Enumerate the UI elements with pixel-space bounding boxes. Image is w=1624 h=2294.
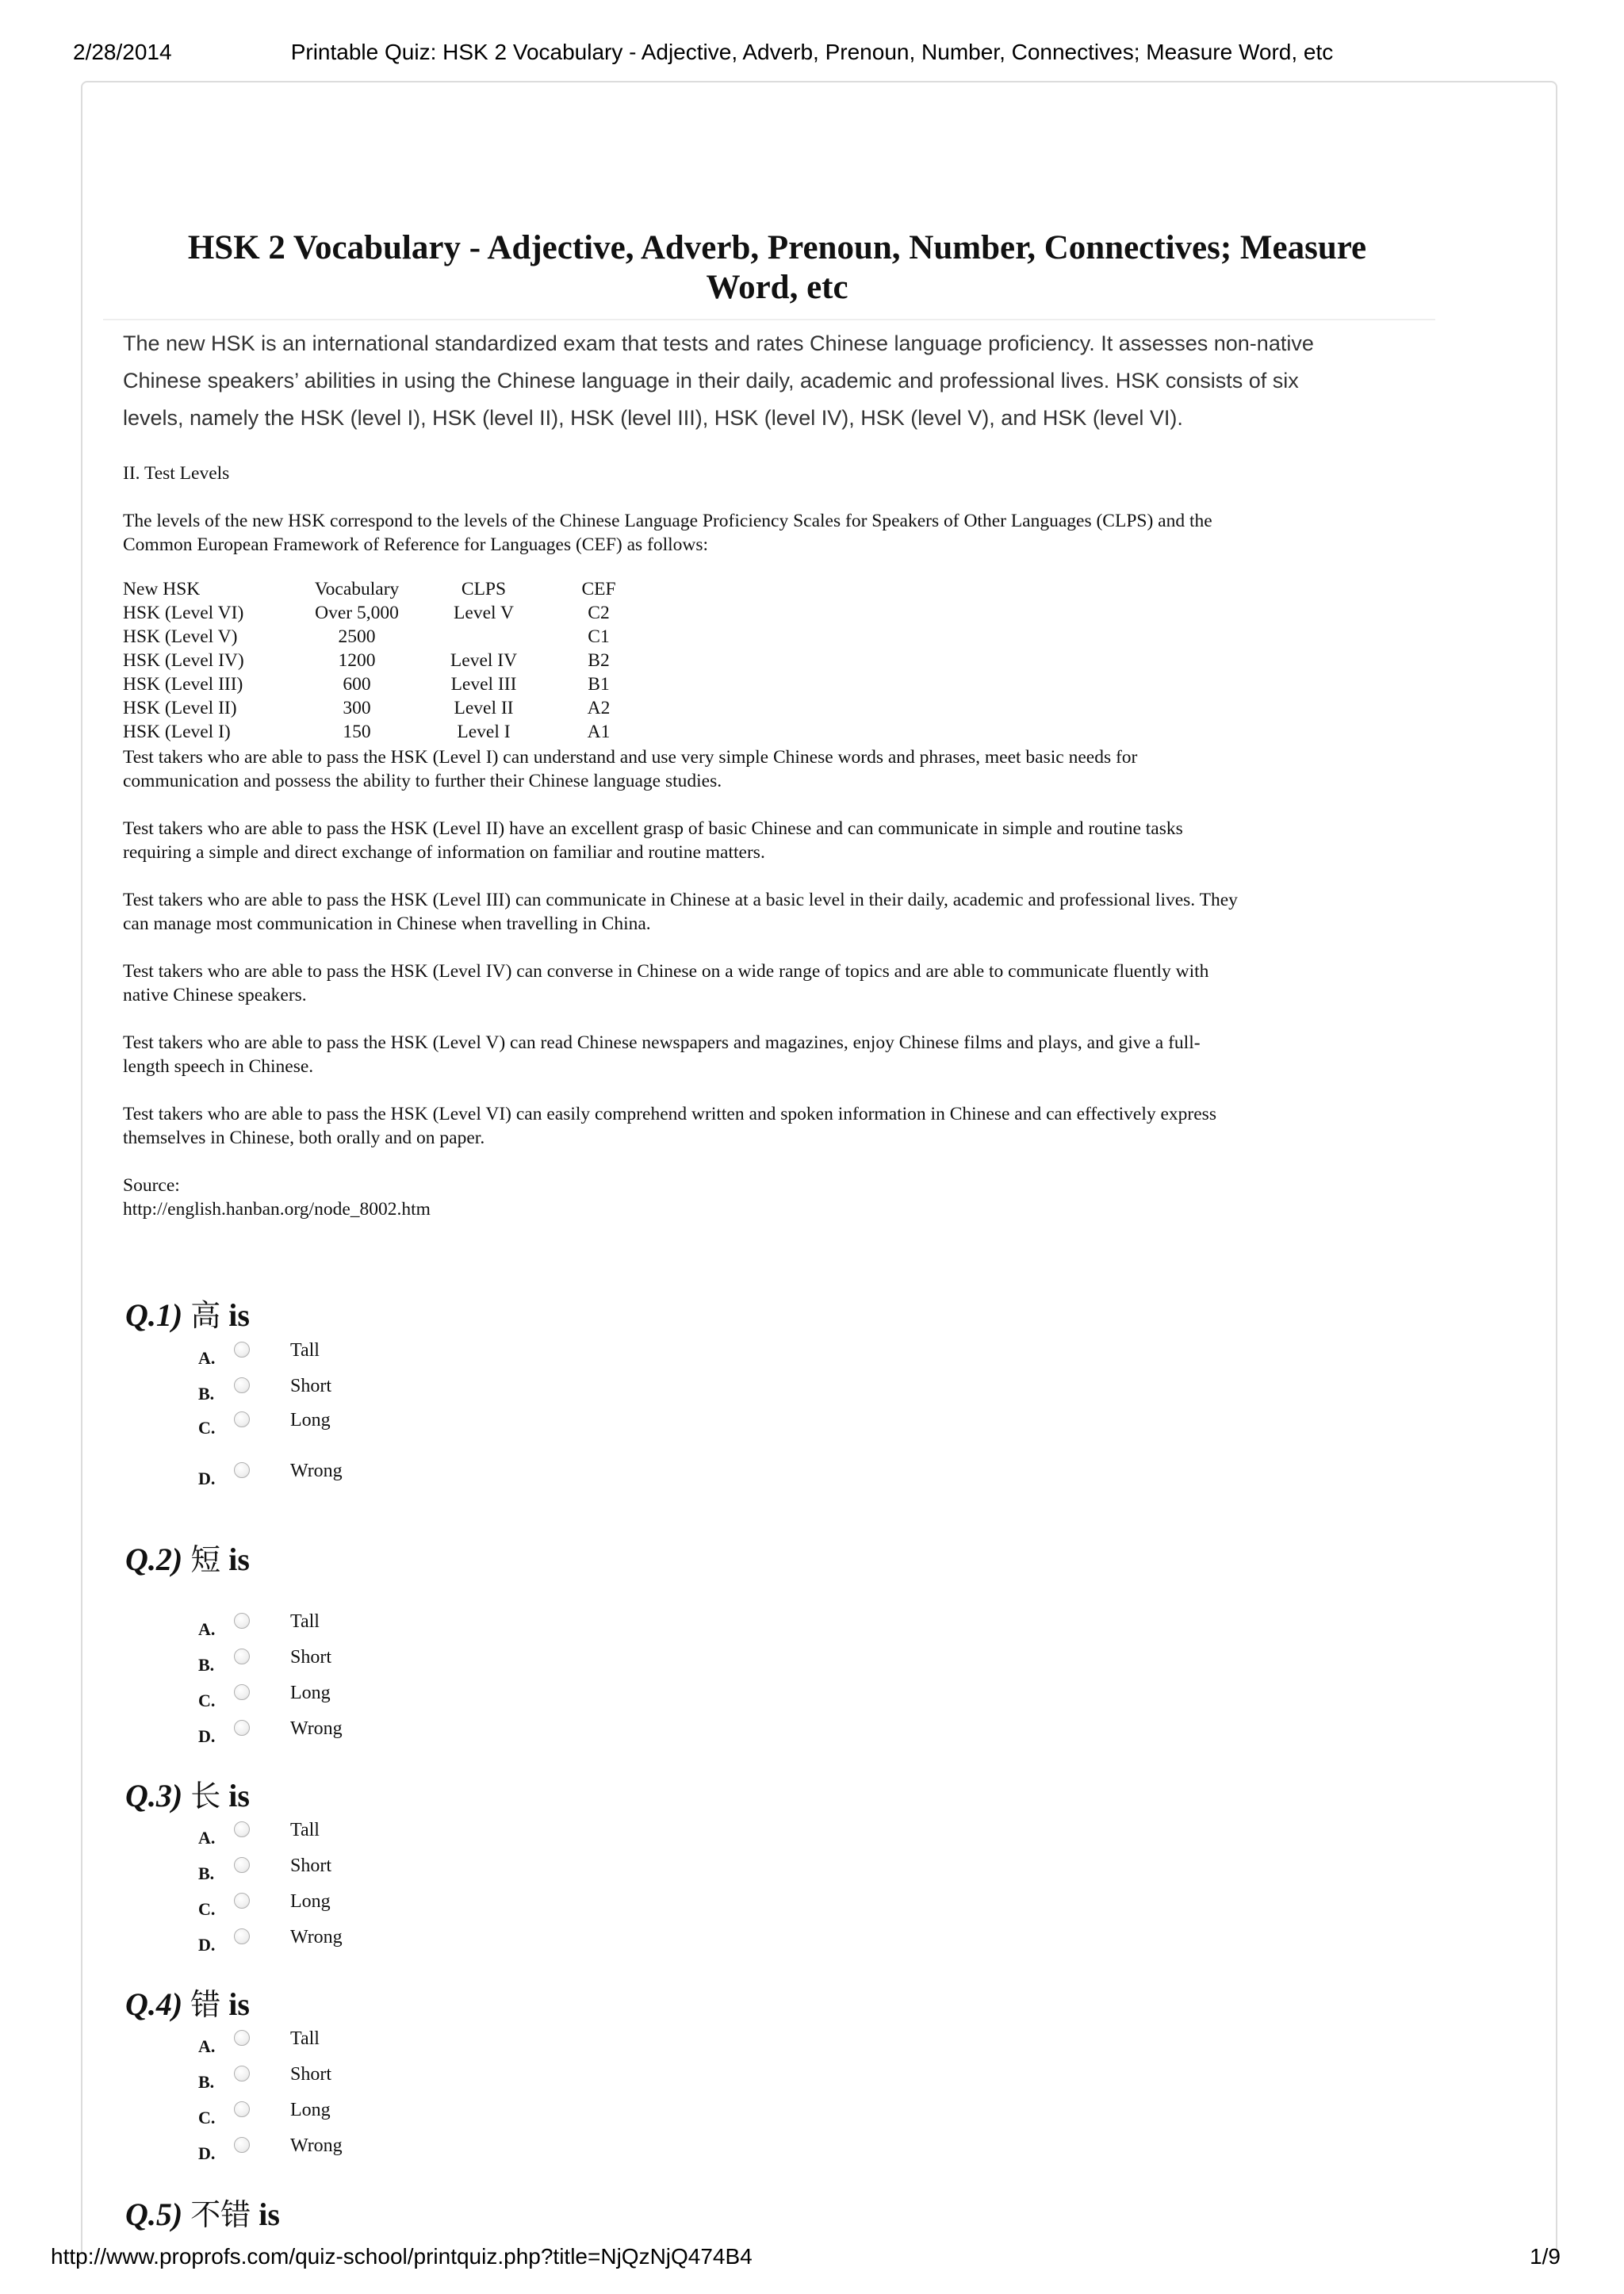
option-label: Short xyxy=(290,1376,332,1396)
table-cell: A2 xyxy=(587,698,611,718)
level-description-line: Test takers who are able to pass the HSK (Level V) can read Chinese newspapers and magazines, enjoy Chinese films and plays, and give a full- xyxy=(123,1032,1201,1053)
option-letter: C. xyxy=(198,2108,216,2127)
option-label: Wrong xyxy=(290,1718,343,1739)
option-label: Short xyxy=(290,2064,332,2085)
option-letter: C. xyxy=(198,1418,216,1438)
level-description-line: Test takers who are able to pass the HSK (Level III) can communicate in Chinese at a basic level in their daily, academic and professional lives. They xyxy=(123,890,1238,910)
question-number: Q.3) xyxy=(125,1778,183,1813)
intro-line: The new HSK is an international standardized exam that tests and rates Chinese language proficiency. It assesses non-native xyxy=(123,331,1314,355)
table-cell: B2 xyxy=(588,650,610,671)
quiz-title-line-2: Word, etc xyxy=(706,269,848,306)
option-label: Tall xyxy=(290,1340,320,1361)
question-suffix: is xyxy=(259,2196,280,2232)
question-2-title xyxy=(125,1535,250,1579)
level-description xyxy=(123,1102,1431,1150)
radio-button[interactable] xyxy=(234,1857,250,1873)
option-label: Tall xyxy=(290,1820,320,1840)
print-url: http://www.proprofs.com/quiz-school/printquiz.php?title=NjQzNjQ474B4 xyxy=(51,2244,753,2269)
question-word: 短 xyxy=(190,1542,221,1577)
level-description xyxy=(123,1031,1431,1078)
print-date: 2/28/2014 xyxy=(73,40,172,64)
intro-line: levels, namely the HSK (level I), HSK (level II), HSK (level III), HSK (level IV), HSK (level V), and HSK (level VI). xyxy=(123,406,1183,430)
source-block xyxy=(123,1174,1431,1221)
table-cell: C1 xyxy=(588,626,610,647)
table-cell: C2 xyxy=(588,603,610,623)
levels-intro-line: The levels of the new HSK correspond to the levels of the Chinese Language Proficiency Scales for Speakers of Other Languages (CLPS) and the xyxy=(123,511,1212,531)
level-description-line: Test takers who are able to pass the HSK (Level II) have an excellent grasp of basic Chinese and can communicate in simple and routine tasks xyxy=(123,818,1183,839)
table-cell: 1200 xyxy=(338,650,376,671)
table-cell: 2500 xyxy=(338,626,376,647)
levels-intro xyxy=(123,509,1431,557)
question-suffix: is xyxy=(228,1541,250,1577)
table-cell: HSK (Level III) xyxy=(123,674,243,695)
radio-button[interactable] xyxy=(234,1411,250,1427)
radio-button[interactable] xyxy=(234,1377,250,1393)
table-cell: 150 xyxy=(343,722,371,742)
intro-line: Chinese speakers’ abilities in using the Chinese language in their daily, academic and professional lives. HSK consists of six xyxy=(123,369,1299,393)
level-description-line: Test takers who are able to pass the HSK (Level VI) can easily comprehend written and spoken information in Chinese and can effectively express xyxy=(123,1104,1216,1124)
question-number: Q.5) xyxy=(125,2196,183,2232)
radio-button[interactable] xyxy=(234,1462,250,1478)
question-number: Q.2) xyxy=(125,1541,183,1577)
option-label: Wrong xyxy=(290,1461,343,1481)
table-cell: 300 xyxy=(343,698,371,718)
question-suffix: is xyxy=(228,1297,250,1333)
levels-intro-line: Common European Framework of Reference for Languages (CEF) as follows: xyxy=(123,534,709,555)
table-cell: Level IV xyxy=(450,650,518,671)
option-label: Long xyxy=(290,1410,331,1430)
question-number: Q.1) xyxy=(125,1297,183,1333)
radio-button[interactable] xyxy=(234,2137,250,2153)
quiz-description xyxy=(123,325,1423,437)
table-cell: Level III xyxy=(450,674,517,695)
table-cell: 600 xyxy=(343,674,371,695)
option-label: Short xyxy=(290,1855,332,1876)
option-label: Tall xyxy=(290,1611,320,1632)
question-word: 高 xyxy=(190,1298,221,1333)
question-suffix: is xyxy=(228,1986,250,2022)
table-cell: A1 xyxy=(587,722,611,742)
question-number: Q.4) xyxy=(125,1986,183,2022)
level-description-line: Test takers who are able to pass the HSK (Level IV) can converse in Chinese on a wide range of topics and are able to communicate fluently with xyxy=(123,961,1209,982)
option-label: Long xyxy=(290,1891,331,1912)
question-suffix: is xyxy=(228,1778,250,1813)
level-description-line: Test takers who are able to pass the HSK (Level I) can understand and use very simple Chinese words and phrases, meet basic needs for xyxy=(123,747,1138,768)
level-description-line: requiring a simple and direct exchange of information on familiar and routine matters. xyxy=(123,842,765,863)
option-letter: D. xyxy=(198,1469,216,1488)
level-description xyxy=(123,745,1431,793)
quiz-title xyxy=(103,228,1451,308)
table-cell: B1 xyxy=(588,674,610,695)
level-description-line: communication and possess the ability to further their Chinese language studies. xyxy=(123,771,722,791)
option-label: Long xyxy=(290,2100,331,2120)
option-letter: A. xyxy=(198,1348,216,1368)
radio-button[interactable] xyxy=(234,1684,250,1700)
source-link[interactable]: http://english.hanban.org/node_8002.htm xyxy=(123,1199,431,1220)
question-word: 长 xyxy=(190,1779,221,1813)
question-3-title xyxy=(125,1771,250,1815)
page-number: 1/9 xyxy=(1530,2244,1561,2269)
table-cell: Level I xyxy=(457,722,511,742)
table-cell: HSK (Level IV) xyxy=(123,650,244,671)
option-letter: D. xyxy=(198,2143,216,2163)
radio-button[interactable] xyxy=(234,1928,250,1944)
level-description-line: length speech in Chinese. xyxy=(123,1056,314,1077)
radio-button[interactable] xyxy=(234,1720,250,1736)
radio-button[interactable] xyxy=(234,1893,250,1909)
radio-button[interactable] xyxy=(234,1613,250,1629)
level-description-line: can manage most communication in Chinese when travelling in China. xyxy=(123,913,651,934)
option-letter: B. xyxy=(198,1655,215,1675)
question-word: 不错 xyxy=(190,2197,251,2232)
question-4-title xyxy=(125,1980,250,2024)
option-letter: A. xyxy=(198,1619,216,1639)
title-divider xyxy=(103,319,1435,320)
option-label: Tall xyxy=(290,2028,320,2049)
header-cell: Vocabulary xyxy=(314,579,400,599)
table-cell: HSK (Level I) xyxy=(123,722,231,742)
option-letter: A. xyxy=(198,2036,216,2056)
header-cell: New HSK xyxy=(123,579,201,599)
option-label: Short xyxy=(290,1647,332,1668)
level-description-line: native Chinese speakers. xyxy=(123,985,307,1005)
option-letter: C. xyxy=(198,1691,216,1710)
question-1-title xyxy=(125,1291,250,1335)
level-description xyxy=(123,888,1431,936)
section-heading: II. Test Levels xyxy=(123,463,230,484)
quiz-title-line-1: HSK 2 Vocabulary - Adjective, Adverb, Prenoun, Number, Connectives; Measure xyxy=(187,229,1367,266)
header-cell: CLPS xyxy=(461,579,507,599)
level-description-line: themselves in Chinese, both orally and on paper. xyxy=(123,1128,485,1148)
radio-button[interactable] xyxy=(234,2066,250,2081)
header-cell: CEF xyxy=(581,579,616,599)
radio-button[interactable] xyxy=(234,2030,250,2046)
option-letter: B. xyxy=(198,1863,215,1883)
option-letter: D. xyxy=(198,1935,216,1955)
table-cell: HSK (Level V) xyxy=(123,626,238,647)
source-label: Source: xyxy=(123,1175,180,1196)
radio-button[interactable] xyxy=(234,2101,250,2117)
option-letter: D. xyxy=(198,1726,216,1746)
table-cell: HSK (Level II) xyxy=(123,698,237,718)
question-5-title xyxy=(125,2190,280,2234)
option-label: Wrong xyxy=(290,2135,343,2156)
radio-button[interactable] xyxy=(234,1649,250,1664)
table-cell: Over 5,000 xyxy=(315,603,399,623)
option-label: Long xyxy=(290,1683,331,1703)
radio-button[interactable] xyxy=(234,1821,250,1837)
option-letter: B. xyxy=(198,2072,215,2092)
level-description xyxy=(123,817,1431,864)
option-letter: A. xyxy=(198,1828,216,1848)
table-cell: Level V xyxy=(454,603,514,623)
table-cell: Level II xyxy=(454,698,514,718)
option-letter: B. xyxy=(198,1384,215,1404)
option-label: Wrong xyxy=(290,1927,343,1947)
radio-button[interactable] xyxy=(234,1342,250,1358)
table-cell: HSK (Level VI) xyxy=(123,603,244,623)
print-title: Printable Quiz: HSK 2 Vocabulary - Adjective, Adverb, Prenoun, Number, Connectives; Measure Word, etc xyxy=(290,40,1334,64)
option-letter: C. xyxy=(198,1899,216,1919)
level-description xyxy=(123,959,1431,1007)
question-word: 错 xyxy=(190,1987,221,2022)
